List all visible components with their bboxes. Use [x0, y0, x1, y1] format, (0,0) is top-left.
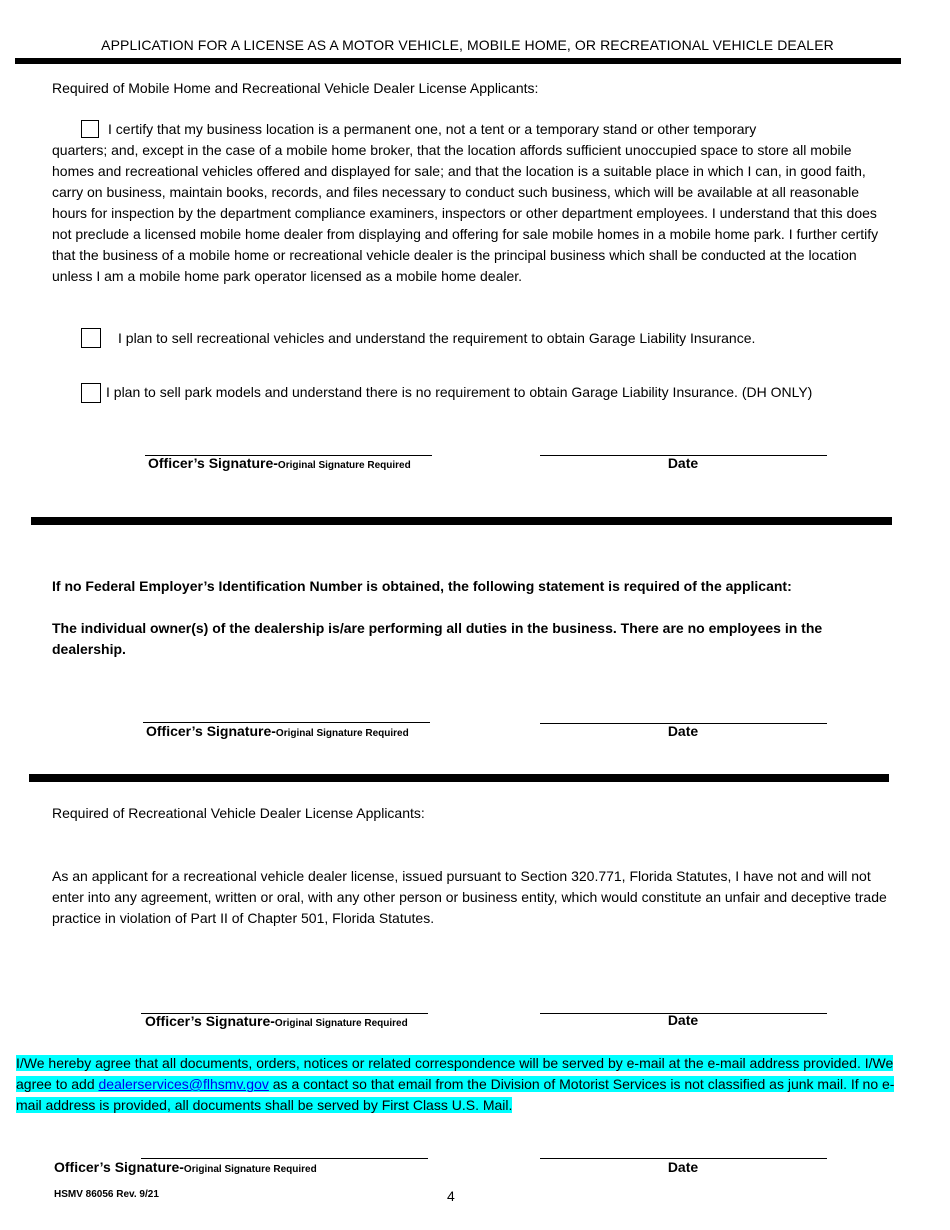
certify-paragraph: [52, 119, 890, 287]
section2-heading: If no Federal Employer’s Identification Number is obtained, the following statement is required of the applicant:: [52, 578, 792, 594]
officer-signature-label: Officer’s Signature-Original Signature Required: [145, 1013, 408, 1029]
certify-text: quarters; and, except in the case of a mobile home broker, that the location affords sufficient unoccupied space to store all mobile homes and recreational vehicles offered and displayed for sale; and that the location is a suitable place in which I can, in good faith, carry on business, maintain books, records, and files necessary to conduct such business, which will be available at all reasonable hours for inspection by the department compliance examiners, inspectors or other department employees. I understand that this does not preclude a licensed mobile home dealer from displaying and offering for sale mobile homes in a mobile home park. I further certify that the business of a mobile home or recreational vehicle dealer is the principal business which shall be conducted at the location unless I am a mobile home park operator licensed as a mobile home dealer.: [52, 142, 879, 284]
dealer-services-email-link[interactable]: dealerservices@flhsmv.gov: [98, 1076, 269, 1092]
section2-statement: The individual owner(s) of the dealership is/are performing all duties in the business. There are no employees in the dealership.: [52, 620, 823, 657]
email-agreement-text: I/We hereby agree that all documents, orders, notices or related correspondence will be served by e-mail at the e-mail address provided. I/We agree to add dealerservices@flhsmv.gov as a contact so that email from the Division of Motorist Services is not classified as junk mail. If no e-mail address is provided, all documents shall be served by First Class U.S. Mail.: [16, 1055, 895, 1113]
date-label: Date: [667, 455, 699, 471]
officer-signature-label: Officer’s Signature-Original Signature Required: [54, 1159, 317, 1175]
form-title: APPLICATION FOR A LICENSE AS A MOTOR VEHICLE, MOBILE HOME, OR RECREATIONAL VEHICLE DEALER: [101, 37, 834, 53]
park-model-label: I plan to sell park models and understand there is no requirement to obtain Garage Liability Insurance. (DH ONLY): [106, 384, 813, 400]
date-label: Date: [667, 723, 699, 739]
date-label: Date: [667, 1159, 699, 1175]
officer-signature-label: Officer’s Signature-Original Signature Required: [146, 723, 409, 739]
page-number: 4: [447, 1188, 455, 1204]
officer-signature-label: Officer’s Signature-Original Signature Required: [148, 455, 411, 471]
section3-statement: As an applicant for a recreational vehicle dealer license, issued pursuant to Section 320.771, Florida Statutes, I have not and will not enter into any agreement, written or oral, with any other person or business entity, which would constitute an unfair and deceptive trade practice in violation of Part II of Chapter 501, Florida Statutes.: [52, 868, 887, 926]
park-model-checkbox[interactable]: [81, 383, 101, 403]
certify-line1: I certify that my business location is a permanent one, not a tent or a temporary stand or other temporary: [108, 121, 757, 137]
email-agreement: [16, 1053, 902, 1116]
section3-heading: Required of Recreational Vehicle Dealer License Applicants:: [52, 805, 425, 821]
date-label: Date: [667, 1012, 699, 1028]
section-divider: [29, 774, 889, 782]
top-divider: [15, 58, 901, 64]
rv-option-checkbox[interactable]: [81, 328, 101, 348]
certify-checkbox[interactable]: [81, 120, 99, 138]
section-divider: [31, 517, 892, 525]
rv-option-label: I plan to sell recreational vehicles and understand the requirement to obtain Garage Liability Insurance.: [118, 330, 756, 346]
section1-heading: Required of Mobile Home and Recreational Vehicle Dealer License Applicants:: [52, 80, 539, 96]
form-number: HSMV 86056 Rev. 9/21: [54, 1189, 159, 1200]
